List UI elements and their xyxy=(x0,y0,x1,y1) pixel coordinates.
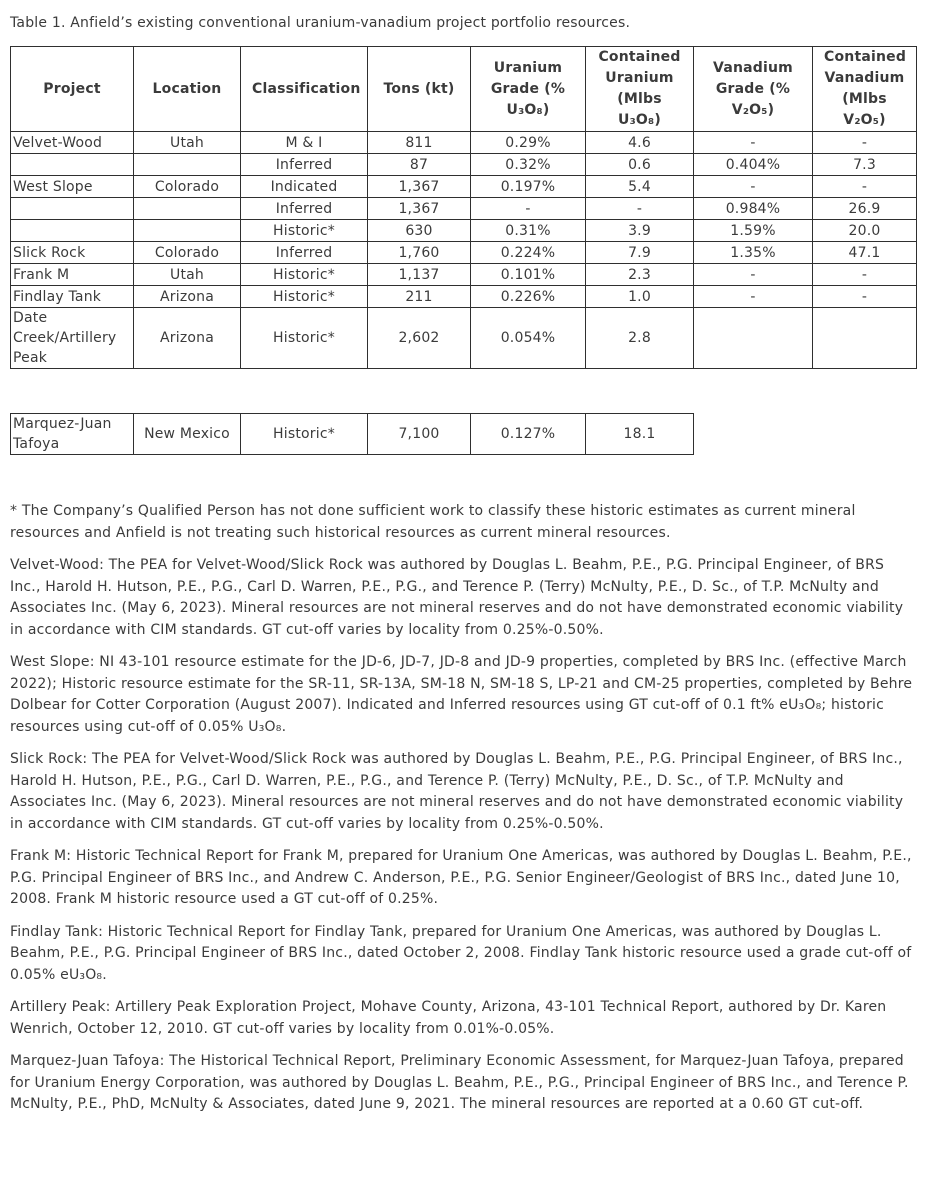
table-cell: 0.197% xyxy=(471,176,586,198)
table-cell: 1.59% xyxy=(694,220,813,242)
table-cell: Indicated xyxy=(241,176,368,198)
marquez-tafoya-table-body xyxy=(11,414,694,455)
table-cell: - xyxy=(694,132,813,154)
table-cell xyxy=(694,308,813,369)
column-header: Project xyxy=(11,47,134,132)
table-cell: Historic* xyxy=(241,286,368,308)
table-cell: Colorado xyxy=(134,242,241,264)
table-cell: - xyxy=(813,286,917,308)
table-cell: 7,100 xyxy=(368,414,471,455)
table-cell: 1,137 xyxy=(368,264,471,286)
table-cell xyxy=(134,154,241,176)
table-cell: Inferred xyxy=(241,154,368,176)
table-cell: 0.224% xyxy=(471,242,586,264)
table-cell: - xyxy=(471,198,586,220)
table-row xyxy=(11,220,917,242)
table-cell: Arizona xyxy=(134,308,241,369)
table-cell xyxy=(813,308,917,369)
table-row xyxy=(11,198,917,220)
table-cell: Historic* xyxy=(241,414,368,455)
table-cell xyxy=(134,220,241,242)
table-cell: 26.9 xyxy=(813,198,917,220)
resource-table-header-row xyxy=(11,47,917,132)
table-cell: M & I xyxy=(241,132,368,154)
column-header: Location xyxy=(134,47,241,132)
table-cell: West Slope xyxy=(11,176,134,198)
table-row xyxy=(11,154,917,176)
note-artillery-peak: Artillery Peak: Artillery Peak Exploration Project, Mohave County, Arizona, 43-101 Technical Report, authored by Dr. Karen Wenrich, October 12, 2010. GT cut-off varies by locality from 0.01%-0.05%. xyxy=(10,999,887,1037)
table-cell: 47.1 xyxy=(813,242,917,264)
table-cell: Utah xyxy=(134,132,241,154)
table-row xyxy=(11,242,917,264)
table-cell: Frank M xyxy=(11,264,134,286)
table-cell: 0.6 xyxy=(586,154,694,176)
note-slick-rock: Slick Rock: The PEA for Velvet-Wood/Slick Rock was authored by Douglas L. Beahm, P.E., P.G. Principal Engineer, of BRS Inc., Harold H. Hutson, P.E., P.G., Carl D. Warren, P.E., P.G., and Terence P. (Terry) McNulty, P.E., D. Sc., of T.P. McNulty and Associates Inc. (May 6, 2023). Mineral resources are not mineral reserves and do not have demonstrated economic viability in accordance with CIM standards. GT cut-off varies by locality from 0.25%-0.50%. xyxy=(10,751,904,832)
table-cell: New Mexico xyxy=(134,414,241,455)
table-cell: - xyxy=(694,264,813,286)
table-cell: 1,367 xyxy=(368,176,471,198)
table-cell: 1,367 xyxy=(368,198,471,220)
table-cell: Utah xyxy=(134,264,241,286)
table-cell: Historic* xyxy=(241,220,368,242)
table-cell xyxy=(11,220,134,242)
table-cell: 0.31% xyxy=(471,220,586,242)
table-cell: 3.9 xyxy=(586,220,694,242)
table-cell: Date Creek/Artillery Peak xyxy=(11,308,134,369)
note-findlay-tank: Findlay Tank: Historic Technical Report for Findlay Tank, prepared for Uranium One Americas, was authored by Douglas L. Beahm, P.E., P.G. Principal Engineer of BRS Inc., dated October 2, 2008. Findlay Tank historic resource used a grade cut-off of 0.05% eU₃O₈. xyxy=(10,923,912,983)
column-header: Classification xyxy=(241,47,368,132)
table-row xyxy=(11,286,917,308)
table-cell: Findlay Tank xyxy=(11,286,134,308)
marquez-tafoya-table xyxy=(10,413,694,455)
column-header: Contained Vanadium (Mlbs V₂O₅) xyxy=(813,47,917,132)
table-cell xyxy=(11,198,134,220)
table-cell: Marquez-Juan Tafoya xyxy=(11,414,134,455)
table-cell: 7.3 xyxy=(813,154,917,176)
table-row xyxy=(11,132,917,154)
table-cell: 2,602 xyxy=(368,308,471,369)
table-cell: 0.226% xyxy=(471,286,586,308)
column-header: Vanadium Grade (% V₂O₅) xyxy=(694,47,813,132)
table-cell: 0.404% xyxy=(694,154,813,176)
table-row xyxy=(11,176,917,198)
table-cell: 4.6 xyxy=(586,132,694,154)
column-header: Uranium Grade (% U₃O₈) xyxy=(471,47,586,132)
table-cell: Inferred xyxy=(241,242,368,264)
table-cell: 0.29% xyxy=(471,132,586,154)
table-cell: 1,760 xyxy=(368,242,471,264)
table-cell: 18.1 xyxy=(586,414,694,455)
table-cell: 20.0 xyxy=(813,220,917,242)
table-cell: - xyxy=(813,176,917,198)
table-cell: 0.984% xyxy=(694,198,813,220)
note-velvet-wood: Velvet-Wood: The PEA for Velvet-Wood/Slick Rock was authored by Douglas L. Beahm, P.E., P.G. Principal Engineer, of BRS Inc., Harold H. Hutson, P.E., P.G., Carl D. Warren, P.E., P.G., and Terence P. (Terry) McNulty, P.E., D. Sc., of T.P. McNulty and Associates Inc. (May 6, 2023). Mineral resources are not mineral reserves and do not have demonstrated economic viability in accordance with CIM standards. GT cut-off varies by locality from 0.25%-0.50%. xyxy=(10,557,904,638)
table-cell: 630 xyxy=(368,220,471,242)
table-row xyxy=(11,264,917,286)
table-cell: 1.0 xyxy=(586,286,694,308)
table-cell: - xyxy=(813,264,917,286)
table-cell: 811 xyxy=(368,132,471,154)
table-caption: Table 1. Anfield’s existing conventional uranium-vanadium project portfolio resources. xyxy=(10,15,631,31)
resource-table-body xyxy=(11,132,917,369)
table-cell: 7.9 xyxy=(586,242,694,264)
note-frank-m: Frank M: Historic Technical Report for Frank M, prepared for Uranium One Americas, was authored by Douglas L. Beahm, P.E., P.G. Principal Engineer of BRS Inc., and Andrew C. Anderson, P.E., P.G. Senior Engineer/Geologist of BRS Inc., dated June 10, 2008. Frank M historic resource used a GT cut-off of 0.25%. xyxy=(10,848,912,907)
table-cell: Slick Rock xyxy=(11,242,134,264)
note-qualified-person: * The Company’s Qualified Person has not done sufficient work to classify these historic estimates as current mineral resources and Anfield is not treating such historical resources as current mineral resources. xyxy=(10,503,856,541)
resource-table xyxy=(10,46,917,369)
table-cell: Velvet-Wood xyxy=(11,132,134,154)
note-marquez-juan-tafoya: Marquez-Juan Tafoya: The Historical Technical Report, Preliminary Economic Assessment, for Marquez-Juan Tafoya, prepared for Uranium Energy Corporation, was authored by Douglas L. Beahm, P.E., P.G., Principal Engineer of BRS Inc., and Terence P. McNulty, P.E., PhD, McNulty & Associates, dated June 9, 2021. The mineral resources are reported at a 0.60 GT cut-off. xyxy=(10,1053,909,1112)
table-cell: Inferred xyxy=(241,198,368,220)
table-row xyxy=(11,414,694,455)
table-cell: - xyxy=(694,176,813,198)
column-header: Tons (kt) xyxy=(368,47,471,132)
column-header: Contained Uranium (Mlbs U₃O₈) xyxy=(586,47,694,132)
table-cell: 0.101% xyxy=(471,264,586,286)
footnotes xyxy=(10,501,916,1116)
table-cell: 2.3 xyxy=(586,264,694,286)
table-cell: Historic* xyxy=(241,264,368,286)
table-cell: Arizona xyxy=(134,286,241,308)
table-cell: 5.4 xyxy=(586,176,694,198)
table-cell: - xyxy=(586,198,694,220)
table-cell: 0.32% xyxy=(471,154,586,176)
table-cell xyxy=(11,154,134,176)
table-cell: 0.054% xyxy=(471,308,586,369)
table-cell: 2.8 xyxy=(586,308,694,369)
table-cell xyxy=(134,198,241,220)
table-cell: Historic* xyxy=(241,308,368,369)
table-cell: 0.127% xyxy=(471,414,586,455)
table-cell: 211 xyxy=(368,286,471,308)
table-cell: - xyxy=(694,286,813,308)
table-cell: Colorado xyxy=(134,176,241,198)
table-cell: 87 xyxy=(368,154,471,176)
table-row xyxy=(11,308,917,369)
table-cell: - xyxy=(813,132,917,154)
note-west-slope: West Slope: NI 43-101 resource estimate for the JD-6, JD-7, JD-8 and JD-9 properties, completed by BRS Inc. (effective March 2022); Historic resource estimate for the SR-11, SR-13A, SM-18 N, SM-18 S, LP-21 and CM-25 properties, completed by Behre Dolbear for Cotter Corporation (August 2007). Indicated and Inferred resources using GT cut-off of 0.1 ft% eU₃O₈; historic resources using cut-off of 0.05% U₃O₈. xyxy=(10,654,913,735)
table-cell: 1.35% xyxy=(694,242,813,264)
